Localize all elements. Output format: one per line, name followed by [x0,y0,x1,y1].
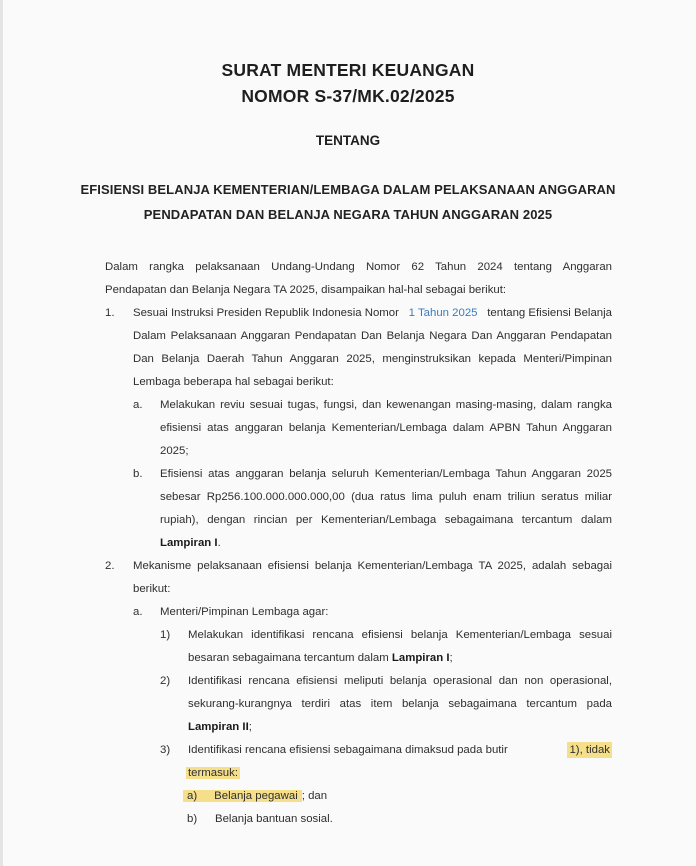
item-1-line-3: Dan Belanja Daerah Tahun Anggaran 2025, menginstruksikan kepada Menteri/Pimpinan [133,353,612,365]
lampiran-i-ref-2: Lampiran I [391,652,450,664]
point-2-number: 2) [160,675,171,687]
page-edge-shadow [0,0,3,866]
sub-a-text: Belanja pegawai [214,790,298,802]
lampiran-ii-ref: Lampiran II [188,721,249,733]
sub-b-number: b) [187,813,198,825]
item-1-text: Sesuai Instruksi Presiden Republik Indonesia Nomor [133,307,399,319]
item-2-number: 2. [105,560,115,572]
subject-line-1: EFISIENSI BELANJA KEMENTERIAN/LEMBAGA DALAM PELAKSANAAN ANGGARAN [80,182,616,197]
item-2a-number: a. [133,606,143,618]
point-3-line-2 [186,765,240,781]
item-2-line-1: Mekanisme pelaksanaan efisiensi belanja Kementerian/Lembaga TA 2025, adalah sebagai [133,560,612,572]
item-1b-number: b. [133,468,143,480]
punctuation: . [217,537,221,549]
point-2-line-1: Identifikasi rencana efisiensi meliputi belanja operasional dan non operasional, [188,675,612,687]
point-1-text: besaran sebagaimana tercantum dalam [188,652,389,664]
intro-line-2: Pendapatan dan Belanja Negara TA 2025, disampaikan hal-hal sebagai berikut: [105,284,507,296]
item-1b-line-3: rupiah), dengan rincian per Kementerian/Lembaga sebagaimana tercantum dalam [160,514,612,526]
point-2-line-3 [188,719,252,735]
item-2a-line-1: Menteri/Pimpinan Lembaga agar: [160,606,329,618]
highlighted-text-termasuk: termasuk: [188,767,239,779]
inpres-link[interactable]: 1 Tahun 2025 [408,307,478,319]
letter-number: NOMOR S-37/MK.02/2025 [241,86,455,106]
point-3-number: 3) [160,744,171,756]
tentang-heading: TENTANG [315,133,381,148]
point-1-number: 1) [160,629,171,641]
item-1b-line-1: Efisiensi atas anggaran belanja seluruh Kementerian/Lembaga Tahun Anggaran 2025 [160,468,612,480]
item-1-line-1 [133,305,612,321]
point-1-line-2 [188,650,453,666]
item-1b-line-4 [160,535,221,551]
item-1a-line-3: 2025; [160,445,189,457]
punctuation: ; [248,721,252,733]
item-1a-number: a. [133,399,143,411]
punctuation: ; [449,652,453,664]
highlighted-text-tidak: 1), tidak [569,744,610,756]
item-1a-line-1: Melakukan reviu sesuai tugas, fungsi, dan kewenangan masing-masing, dalam rangka [160,399,612,411]
letter-title: SURAT MENTERI KEUANGAN [221,60,475,80]
item-2-line-2: berikut: [133,583,171,595]
item-1-line-2: Dalam Pelaksanaan Anggaran Pendapatan Dan Belanja Negara Dan Anggaran Pendapatan [133,330,612,342]
point-1-line-1: Melakukan identifikasi rencana efisiensi belanja Kementerian/Lembaga sesuai [188,629,612,641]
sub-a-number: a) [187,790,198,802]
point-3-line-1 [188,742,612,758]
point-2-line-2: sekurang-kurangnya terdiri atas item belanja sebagaimana tercantum pada [188,698,612,710]
item-1-text-end: tentang Efisiensi Belanja [487,307,612,319]
item-1-line-4: Lembaga beberapa hal sebagai berikut: [133,376,334,388]
sub-a-text-end: ; dan [301,790,328,802]
point-3-text: Identifikasi rencana efisiensi sebagaimana dimaksud pada butir [188,744,508,756]
intro-line-1: Dalam rangka pelaksanaan Undang-Undang Nomor 62 Tahun 2024 tentang Anggaran [105,261,612,273]
sub-a-line [183,788,327,804]
subject-line-2: PENDAPATAN DAN BELANJA NEGARA TAHUN ANGGARAN 2025 [143,207,553,222]
highlighted-sub-a [183,790,302,802]
lampiran-i-ref: Lampiran I [160,537,218,549]
item-1b-line-2: sebesar Rp256.100.000.000.000,00 (dua ratus lima puluh enam triliun seratus miliar [160,491,612,503]
sub-b-text: Belanja bantuan sosial. [215,813,333,825]
item-1-number: 1. [105,307,115,319]
item-1a-line-2: efisiensi atas anggaran belanja Kementerian/Lembaga dalam APBN Tahun Anggaran [160,422,612,434]
